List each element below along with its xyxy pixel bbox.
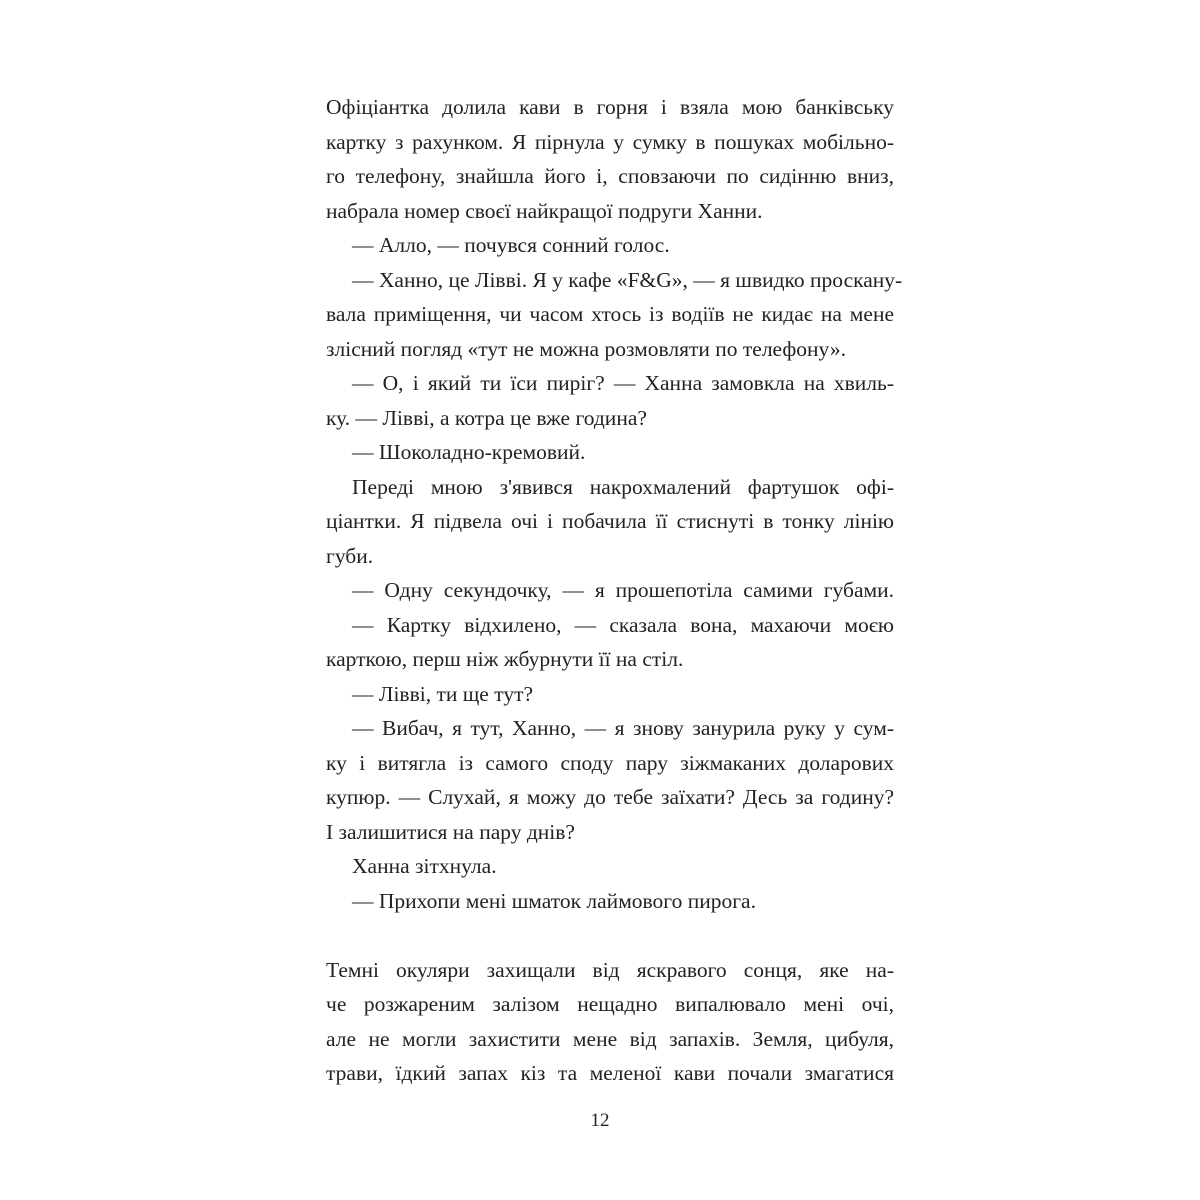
text-line: злісний погляд «тут не можна розмовляти по телефону».: [326, 336, 846, 361]
text-line: купюр. — Слухай, я можу до тебе заїхати? Десь за годину?: [326, 785, 894, 809]
text-line: трави, їдкий запах кіз та меленої кави почали змагатися: [326, 1061, 894, 1085]
text-line: набрала номер своєї найкращої подруги Ханни.: [326, 198, 763, 223]
text-line: — Алло, — почувся сонний голос.: [352, 233, 670, 257]
book-page-text: [326, 90, 903, 1091]
text-line: Темні окуляри захищали від яскравого сонця, яке на-: [326, 957, 894, 982]
text-line: І залишитися на пару днів?: [326, 819, 575, 844]
text-line: але не могли захистити мене від запахів. Земля, цибуля,: [326, 1026, 894, 1051]
section-2: [326, 953, 894, 1091]
text-line: — Одну секундочку, — я прошепотіла самими губами.: [352, 578, 894, 602]
text-line: вала приміщення, чи часом хтось із водіїв не кидає на мене: [326, 302, 894, 326]
page-number: 12: [590, 1110, 610, 1131]
section-1: [326, 90, 903, 918]
text-line: — Вибач, я тут, Ханно, — я знову занурила руку у сум-: [352, 716, 894, 740]
text-line: че розжареним залізом нещадно випалювало мені очі,: [326, 992, 894, 1016]
text-line: ку і витягла із самого споду пару зіжмаканих доларових: [326, 750, 894, 775]
text-line: ку. — Лівві, а котра це вже година?: [326, 405, 647, 430]
text-line: губи.: [326, 543, 374, 568]
text-line: го телефону, знайшла його і, сповзаючи по сидінню вниз,: [326, 164, 894, 188]
text-line: Ханна зітхнула.: [352, 854, 497, 878]
text-line: — Картку відхилено, — сказала вона, махаючи моєю: [352, 612, 894, 637]
text-line: картку з рахунком. Я пірнула у сумку в пошуках мобільно-: [326, 129, 894, 154]
text-line: Переді мною з'явився накрохмалений фартушок офі-: [352, 474, 894, 499]
section-break: [326, 918, 894, 953]
text-line: ціантки. Я підвела очі і побачила її стиснуті в тонку лінію: [326, 509, 894, 533]
text-line: карткою, перш ніж жбурнути її на стіл.: [326, 647, 684, 671]
text-line: Офіціантка долила кави в горня і взяла мою банківську: [326, 95, 894, 119]
text-line: — Прихопи мені шматок лаймового пирога.: [352, 888, 756, 913]
text-line: — Ханно, це Лівві. Я у кафе «F&G», — я швидко проскану-: [352, 267, 903, 292]
text-line: — Лівві, ти ще тут?: [352, 681, 534, 706]
text-line: — Шоколадно-кремовий.: [352, 440, 586, 464]
text-line: — О, і який ти їси пиріг? — Ханна замовкла на хвиль-: [352, 371, 894, 395]
